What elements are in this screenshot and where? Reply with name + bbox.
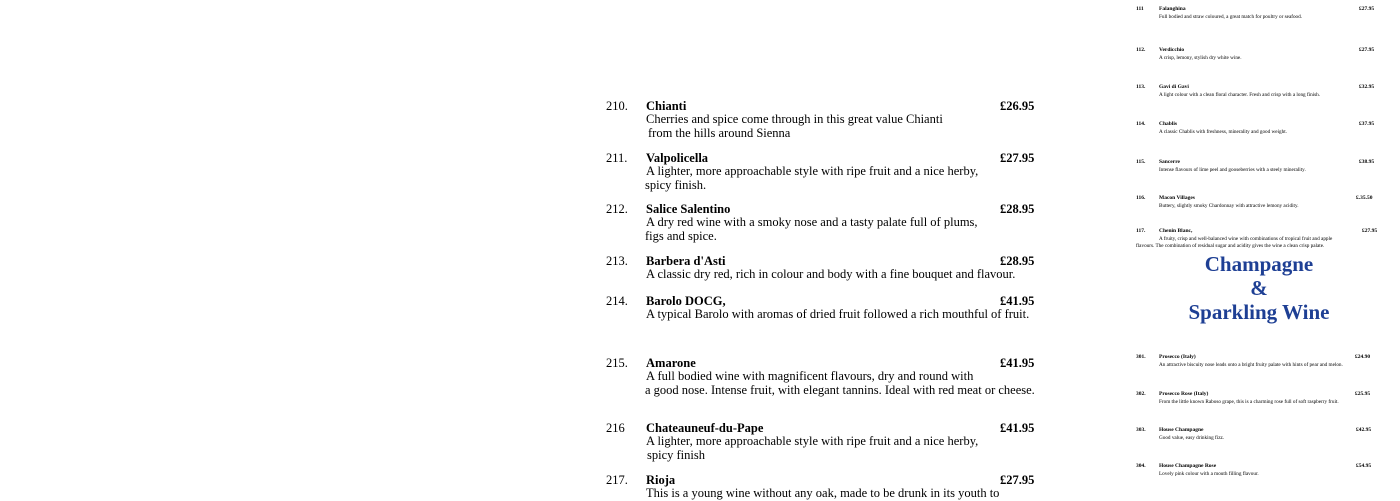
wine-name: Macon Villages xyxy=(1159,195,1195,201)
wine-name: Chianti xyxy=(646,99,687,113)
wine-description: flavours. The combination of residual sugar and acidity gives the wine a clean crisp palate. xyxy=(1136,243,1325,249)
item-number: 213. xyxy=(606,254,628,268)
wine-name: Verdicchio xyxy=(1159,47,1185,53)
price: £27.95 xyxy=(1362,228,1378,234)
item-number: 302. xyxy=(1136,391,1146,397)
price: £28.95 xyxy=(1000,202,1035,216)
wine-description: Cherries and spice come through in this great value Chianti xyxy=(646,112,943,127)
wine-description: Lovely pink colour with a mouth filling flavour. xyxy=(1159,470,1259,477)
wine-description: from the hills around Sienna xyxy=(648,125,791,140)
item-number: 114. xyxy=(1136,121,1146,127)
price: £41.95 xyxy=(1000,294,1035,308)
wine-description: figs and spice. xyxy=(645,228,717,243)
wine-name: Chablis xyxy=(1159,121,1178,127)
wine-name: Valpolicella xyxy=(646,151,709,165)
price: £25.95 xyxy=(1355,391,1371,397)
wine-description: a good nose. Intense fruit, with elegant tannins. Ideal with red meat or cheese. xyxy=(645,382,1035,397)
wine-description: Good value, easy drinking fizz. xyxy=(1159,434,1225,441)
price: £37.95 xyxy=(1359,121,1375,127)
wine-description: A fruity, crisp and well-balanced wine with combinations of tropical fruit and apple xyxy=(1159,235,1333,242)
price: £42.95 xyxy=(1356,427,1372,433)
heading-line-1: Champagne xyxy=(1204,252,1314,276)
wine-description: From the little known Raboso grape, this is a charming rose full of soft raspberry fruit. xyxy=(1159,398,1339,405)
wine-name: Chenin Blanc, xyxy=(1159,228,1193,234)
price: £27.95 xyxy=(1359,6,1375,12)
wine-name: House Champagne xyxy=(1159,427,1204,433)
item-number: 211. xyxy=(606,151,628,165)
wine-name: Falanghina xyxy=(1159,6,1186,12)
wine-description: This is a young wine without any oak, made to be drunk in its youth to xyxy=(646,486,1000,501)
heading-line-3: Sparkling Wine xyxy=(1188,300,1330,324)
heading-line-2: & xyxy=(1250,276,1268,300)
wine-description: Buttery, slightly smoky Chardonnay with attractive lemony acidity. xyxy=(1159,202,1299,209)
wine-name: Barbera d'Asti xyxy=(646,254,726,268)
item-number: 117. xyxy=(1136,228,1146,234)
wine-name: Rioja xyxy=(646,473,676,487)
wine-description: Intense flavours of lime peel and gooseberries with a steely minerality. xyxy=(1159,166,1306,173)
wine-description: Full bodied and straw coloured, a great match for poultry or seafood. xyxy=(1159,13,1303,20)
item-number: 216 xyxy=(606,421,625,435)
wine-description: A classic dry red, rich in colour and body with a fine bouquet and flavour. xyxy=(646,267,1016,282)
wine-name: Salice Salentino xyxy=(646,202,731,216)
wine-description: A lighter, more approachable style with ripe fruit and a nice herby, xyxy=(646,434,979,449)
price: £54.95 xyxy=(1356,463,1372,469)
wine-description: A full bodied wine with magnificent flavours, dry and round with xyxy=(646,369,974,384)
wine-name: Gavi di Gavi xyxy=(1159,84,1189,90)
item-number: 301. xyxy=(1136,354,1146,360)
wine-name: House Champagne Rose xyxy=(1159,463,1217,469)
wine-name: Barolo DOCG, xyxy=(646,294,726,308)
item-number: 116. xyxy=(1136,195,1146,201)
item-number: 303. xyxy=(1136,427,1146,433)
wine-name: Chateauneuf-du-Pape xyxy=(646,421,764,435)
wine-description: spicy finish. xyxy=(645,177,707,192)
wine-description: A light colour with a clean floral character. Fresh and crisp with a long finish. xyxy=(1159,91,1321,98)
wine-description: A crisp, lemony, stylish dry white wine. xyxy=(1159,54,1242,61)
wine-description: spicy finish xyxy=(647,447,705,462)
price: £41.95 xyxy=(1000,356,1035,370)
item-number: 304. xyxy=(1136,463,1146,469)
wine-description: A classic Chablis with freshness, minerality and good weight. xyxy=(1159,128,1287,135)
wine-name: Sancerre xyxy=(1159,159,1180,165)
item-number: 214. xyxy=(606,294,628,308)
item-number: 215. xyxy=(606,356,628,370)
wine-description: A dry red wine with a smoky nose and a tasty palate full of plums, xyxy=(646,215,978,230)
wine-description: A typical Barolo with aromas of dried fruit followed a rich mouthful of fruit. xyxy=(646,307,1030,322)
price: £27.95 xyxy=(1000,473,1035,487)
wine-name: Prosecco Rose (Italy) xyxy=(1159,391,1209,397)
wine-description: An attractive biscuity nose leads onto a bright fruity palate with hints of pear and melon. xyxy=(1159,361,1343,368)
item-number: 115. xyxy=(1136,159,1146,165)
item-number: 210. xyxy=(606,99,628,113)
item-number: 212. xyxy=(606,202,628,216)
wine-description: A lighter, more approachable style with ripe fruit and a nice herby, xyxy=(646,164,979,179)
price: £27.95 xyxy=(1000,151,1035,165)
price: £41.95 xyxy=(1000,421,1035,435)
wine-name: Amarone xyxy=(646,356,696,370)
price: £28.95 xyxy=(1000,254,1035,268)
price: £.35.50 xyxy=(1356,195,1373,201)
item-number: 113. xyxy=(1136,84,1146,90)
item-number: 112. xyxy=(1136,47,1146,53)
price: £27.95 xyxy=(1359,47,1375,53)
item-number: 111 xyxy=(1136,6,1144,12)
section-heading-sparkling xyxy=(1170,252,1348,324)
price: £24.90 xyxy=(1355,354,1371,360)
price: £32.95 xyxy=(1359,84,1375,90)
price: £26.95 xyxy=(1000,99,1035,113)
price: £38.95 xyxy=(1359,159,1375,165)
item-number: 217. xyxy=(606,473,628,487)
wine-name: Prosecco (Italy) xyxy=(1159,354,1196,360)
